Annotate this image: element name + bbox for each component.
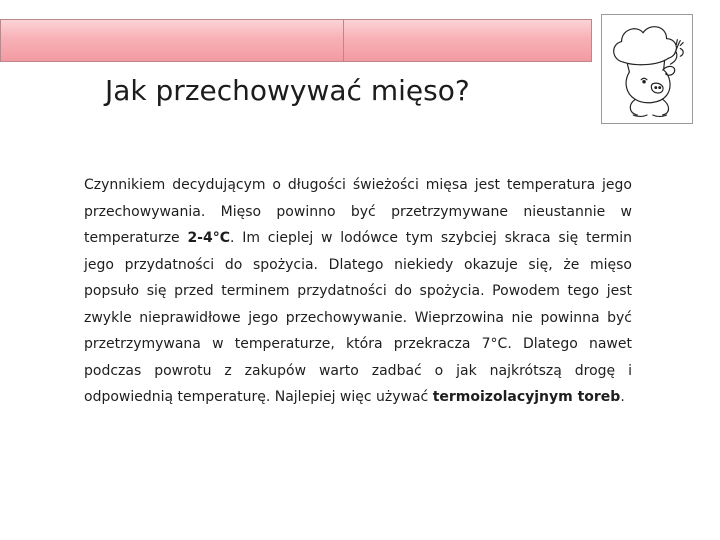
header-bar xyxy=(0,19,592,62)
chef-pig-drawing-icon xyxy=(601,14,693,124)
paragraph-intro: Czynnikiem decydującym o długości świeżości mięsa jest temperatura jego przechowywania. Mięso powinno być przetrzymywane nieustannie w temperaturze xyxy=(84,177,632,246)
header-bar-right-segment xyxy=(344,19,592,62)
header-bar-left-segment xyxy=(0,19,344,62)
paragraph-end: . xyxy=(620,389,625,405)
temperature-range: 2-4°C xyxy=(187,230,231,246)
thermal-bags-term: termoizolacyjnym toreb xyxy=(432,389,621,405)
paragraph-middle: . Im cieplej w lodówce tym szybciej skraca się termin jego przydatności do spożycia. Dlatego niekiedy okazuje się, że mięso popsuło się przed terminem przydatności do spożycia. Powodem tego jest zwykle nieprawidłowe jego przechowywanie. Wieprzowina nie powinna być przetrzymywana w temperaturze, która przekracza 7°C. Dlatego nawet podczas powrotu z zakupów warto zadbać o jak najkrótszą drogę i odpowiednią temperaturę. Najlepiej więc używać xyxy=(84,230,632,405)
body-paragraph xyxy=(84,172,632,411)
slide-title: Jak przechowywać mięso? xyxy=(105,74,470,107)
